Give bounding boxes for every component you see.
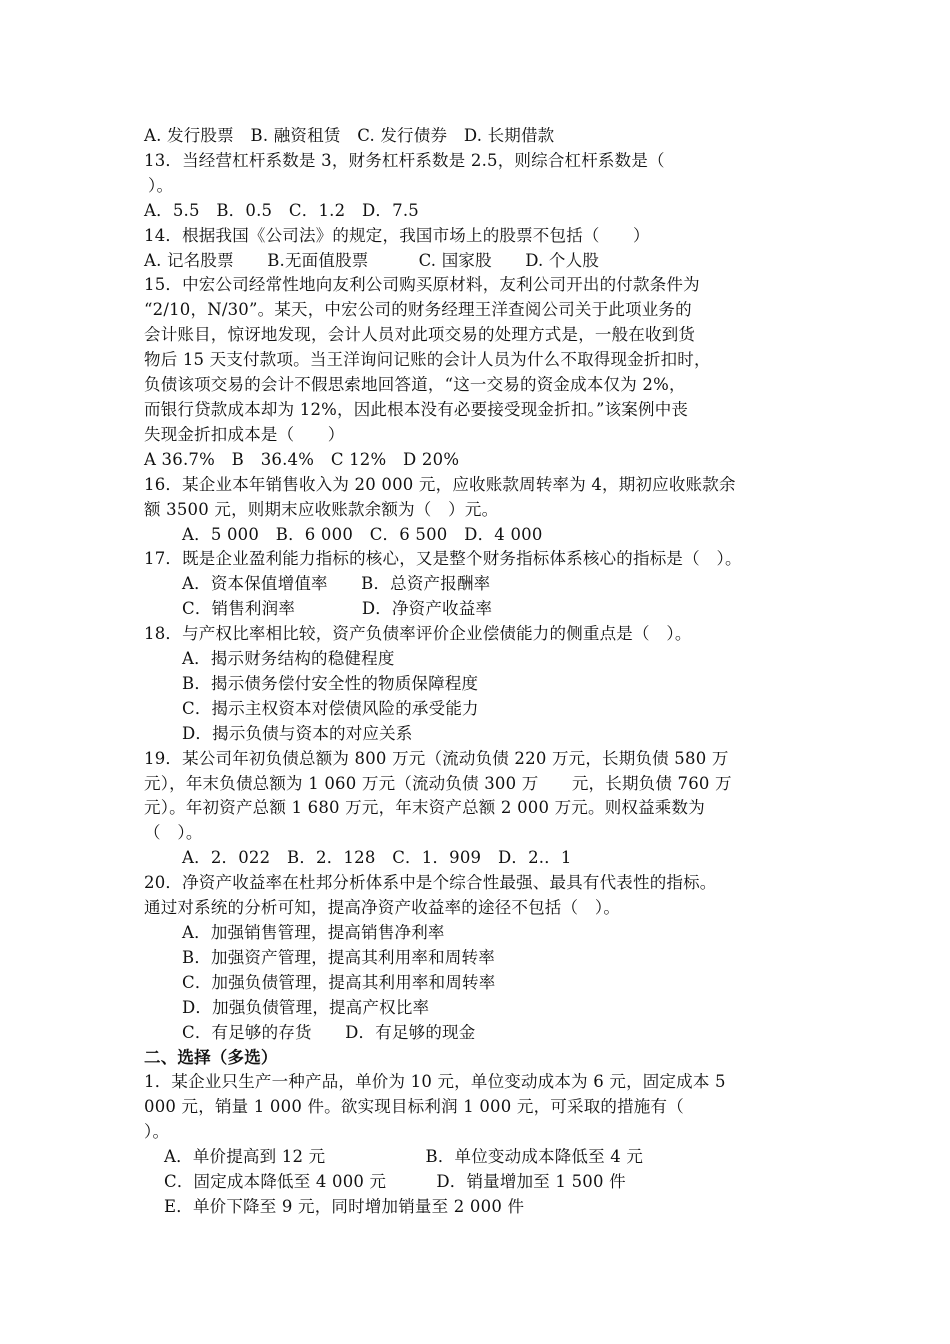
document-body	[144, 124, 834, 1220]
text-line: A．2．022 B．2．128 C．1．909 D．2.．1	[182, 848, 572, 868]
text-line: A. 发行股票 B. 融资租赁 C. 发行债券 D. 长期借款	[144, 126, 555, 145]
text-line: A 36.7% B 36.4% C 12% D 20%	[144, 449, 460, 469]
text-line: A．5 000 B．6 000 C．6 500 D．4 000	[182, 524, 543, 544]
text-line: （ ）。	[144, 823, 203, 843]
section-heading: 二、选择（多选）	[144, 1047, 278, 1067]
text-line: 元）。年初资产总额 1 680 万元，年末资产总额 2 000 万元。则权益乘数为	[144, 798, 705, 818]
text-line: ）。	[148, 175, 174, 195]
text-line: 15．中宏公司经常性地向友利公司购买原材料，友利公司开出的付款条件为	[144, 275, 700, 295]
text-line: 物后 15 天支付款项。当王洋询问记账的会计人员为什么不取得现金折扣时，	[144, 350, 711, 370]
text-line: E．单价下降至 9 元，同时增加销量至 2 000 件	[164, 1196, 525, 1216]
text-line: C．固定成本降低至 4 000 元 D．销量增加至 1 500 件	[164, 1172, 626, 1192]
text-line: 失现金折扣成本是（ ）	[144, 424, 345, 444]
text-line: B．揭示债务偿付安全性的物质保障程度	[182, 673, 479, 693]
text-line: 额 3500 元，则期末应收账款余额为（ ）元。	[144, 499, 499, 519]
text-line: D．揭示负债与资本的对应关系	[182, 723, 413, 743]
text-line: ）。	[144, 1122, 170, 1142]
text-line: A．揭示财务结构的稳健程度	[182, 649, 395, 669]
text-line: 17．既是企业盈利能力指标的核心，又是整个财务指标体系核心的指标是（ ）。	[144, 549, 742, 569]
text-line: C．有足够的存货 D．有足够的现金	[182, 1022, 476, 1042]
text-line: A. 记名股票 B.无面值股票 C. 国家股 D. 个人股	[144, 250, 600, 270]
text-line: 而银行贷款成本却为 12%，因此根本没有必要接受现金折扣。”该案例中丧	[144, 399, 689, 419]
text-line: C．揭示主权资本对偿债风险的承受能力	[182, 698, 479, 718]
text-line: 16．某企业本年销售收入为 20 000 元，应收账款周转率为 4，期初应收账款余	[144, 474, 736, 494]
text-line: 元），年末负债总额为 1 060 万元（流动负债 300 万 元，长期负债 760 万	[144, 773, 732, 793]
text-line: “2/10，N/30”。某天，中宏公司的财务经理王洋查阅公司关于此项业务的	[144, 300, 692, 320]
text-line: D．加强负债管理，提高产权比率	[182, 997, 430, 1017]
text-line: 18．与产权比率相比较，资产负债率评价企业偿债能力的侧重点是（ ）。	[144, 624, 692, 644]
text-line: 19．某公司年初负债总额为 800 万元（流动负债 220 万元，长期负债 580 万	[144, 748, 729, 768]
text-line: A．加强销售管理，提高销售净利率	[182, 923, 445, 942]
text-line: C．销售利润率 D．净资产收益率	[182, 599, 493, 619]
text-line: 13．当经营杠杆系数是 3，财务杠杆系数是 2.5，则综合杠杆系数是（	[144, 150, 665, 170]
text-line: A．5.5 B．0.5 C．1.2 D．7.5	[144, 200, 419, 220]
text-line: 14．根据我国《公司法》的规定，我国市场上的股票不包括（ ）	[144, 225, 650, 245]
text-line: C．加强负债管理，提高其利用率和周转率	[182, 972, 496, 992]
text-line: 000 元，销量 1 000 件。欲实现目标利润 1 000 元，可采取的措施有（	[144, 1097, 684, 1117]
text-line: 会计账目，惊讶地发现，会计人员对此项交易的处理方式是，一般在收到货	[144, 325, 696, 345]
text-line: B．加强资产管理，提高其利用率和周转率	[182, 947, 495, 967]
text-line: 20．净资产收益率在杜邦分析体系中是个综合性最强、最具有代表性的指标。	[144, 873, 717, 893]
text-line: 负债该项交易的会计不假思索地回答道，“这一交易的资金成本仅为 2%，	[144, 375, 686, 395]
text-line: 通过对系统的分析可知，提高净资产收益率的途径不包括（ ）。	[144, 898, 621, 918]
text-line: 1．某企业只生产一种产品，单价为 10 元，单位变动成本为 6 元，固定成本 5	[144, 1072, 726, 1092]
text-line: A．资本保值增值率 B．总资产报酬率	[182, 574, 491, 594]
text-line: A．单价提高到 12 元 B．单位变动成本降低至 4 元	[164, 1147, 644, 1167]
